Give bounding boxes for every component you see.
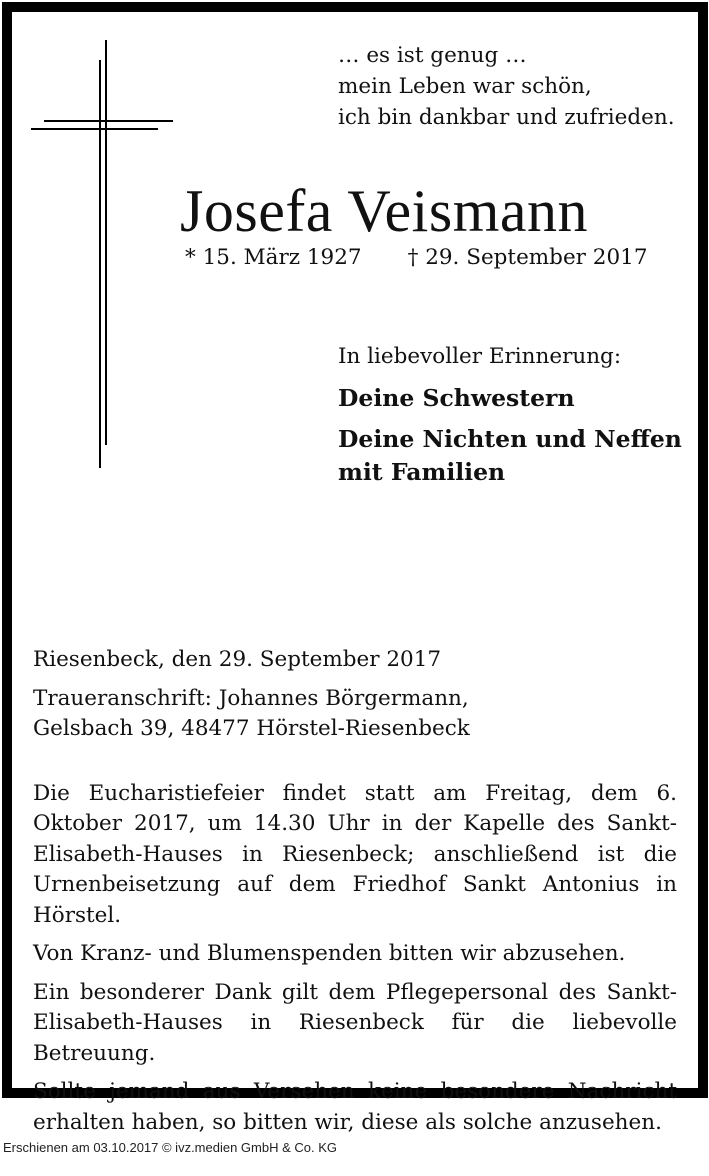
deceased-name: Josefa Veismann	[180, 178, 588, 244]
opening-poem	[338, 40, 675, 133]
missing-notice-paragraph: Sollte jemand aus Versehen keine besondere Nachricht erhalten haben, so bitten wir, diese als solche anzusehen.	[33, 1079, 677, 1135]
birth-date: * 15. März 1927	[185, 245, 362, 270]
poem-line: ich bin dankbar und zufrieden.	[338, 105, 675, 130]
thanks-paragraph: Ein besonderer Dank gilt dem Pflegepersonal des Sankt-Elisabeth-Hauses in Riesenbeck für die liebevolle Betreuung.	[33, 979, 677, 1066]
notice-details	[33, 645, 677, 1138]
poem-line: … es ist genug …	[338, 43, 527, 68]
poem-line: mein Leben war schön,	[338, 74, 592, 99]
mass-paragraph: Die Eucharistiefeier findet statt am Freitag, dem 6. Oktober 2017, um 14.30 Uhr in der Kapelle des Sankt-Elisabeth-Hauses in Riesenbeck; anschließend ist die Urnenbeisetzung auf dem Friedhof Sankt Antonius in Hörstel.	[33, 780, 677, 928]
mourner-nieces-nephews: Deine Nichten und Neffen	[338, 425, 682, 453]
life-dates	[185, 243, 648, 273]
remembrance-line: In liebevoller Erinnerung:	[338, 344, 622, 369]
mourning-address	[33, 684, 677, 745]
death-date: † 29. September 2017	[407, 245, 648, 270]
place-and-date: Riesenbeck, den 29. September 2017	[33, 647, 442, 672]
mourner-families: mit Familien	[338, 458, 506, 486]
publication-credit: Erschienen am 03.10.2017 © ivz.medien GmbH & Co. KG	[3, 1140, 338, 1155]
flowers-paragraph: Von Kranz- und Blumenspenden bitten wir abzusehen.	[33, 941, 626, 966]
mourners-list	[338, 382, 682, 489]
address-line: Gelsbach 39, 48477 Hörstel-Riesenbeck	[33, 716, 470, 741]
address-line: Traueranschrift: Johannes Börgermann,	[33, 685, 469, 711]
cross-icon	[12, 12, 192, 482]
obituary-notice	[2, 2, 708, 1135]
mourner-sisters: Deine Schwestern	[338, 384, 575, 412]
